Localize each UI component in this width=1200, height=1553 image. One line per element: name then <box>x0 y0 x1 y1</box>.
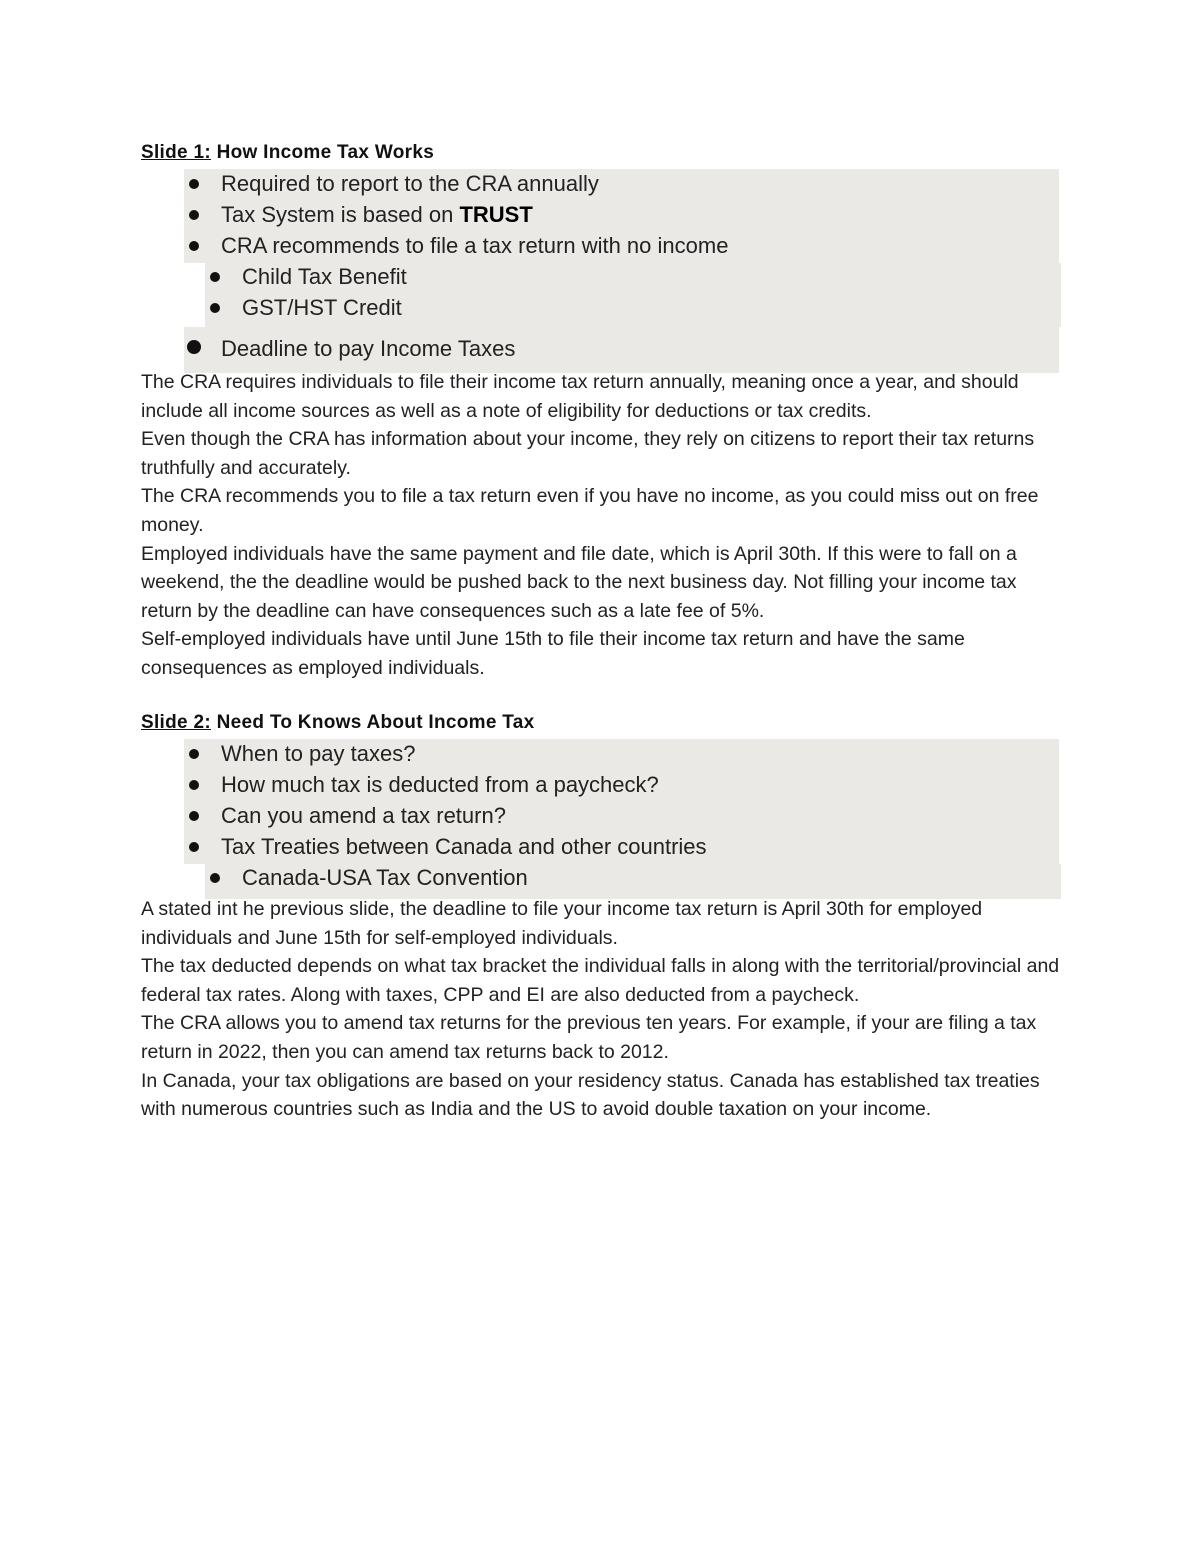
slide-1-label: Slide 1: <box>141 142 211 163</box>
slide-1-title: How Income Tax Works <box>216 142 435 163</box>
sub-list-item: Canada-USA Tax Convention <box>242 864 528 892</box>
paragraph: In Canada, your tax obligations are based on your residency status. Canada has established tax treaties with numerous countries such as India and the US to avoid double taxation on your income. <box>141 1069 1040 1121</box>
sub-list-item: Child Tax Benefit <box>242 263 407 291</box>
paragraph: The tax deducted depends on what tax bracket the individual falls in along with the territorial/provincial and federal tax rates. Along with taxes, CPP and EI are also deducted from a paycheck. <box>141 955 1060 1006</box>
bullet-icon <box>189 842 199 852</box>
list-item: Tax Treaties between Canada and other countries <box>221 833 707 861</box>
slide-2-heading <box>141 712 535 734</box>
paragraph: Even though the CRA has information about your income, they rely on citizens to report their tax returns truthfully and accurately. <box>141 428 1035 479</box>
bullet-icon <box>187 340 201 354</box>
slide-2-body <box>141 895 1071 1124</box>
paragraph: A stated int he previous slide, the deadline to file your income tax return is April 30th for employed individuals and June 15th for self-employed individuals. <box>141 898 983 949</box>
paragraph: Employed individuals have the same payment and file date, which is April 30th. If this were to fall on a weekend, the the deadline would be pushed back to the next business day. Not filling your income tax return by the deadline can have consequences such as a late fee of 5%. <box>141 542 1017 622</box>
bullet-icon <box>189 210 199 220</box>
list-item: When to pay taxes? <box>221 740 415 768</box>
bullet-icon <box>189 780 199 790</box>
list-item: Can you amend a tax return? <box>221 802 506 830</box>
list-item: Deadline to pay Income Taxes <box>221 335 515 363</box>
trust-emphasis: TRUST <box>459 202 533 227</box>
slide-2-title: Need To Knows About Income Tax <box>216 712 535 733</box>
list-item: Required to report to the CRA annually <box>221 170 599 198</box>
slide-1-heading <box>141 142 434 164</box>
list-item: How much tax is deducted from a paycheck? <box>221 771 659 799</box>
bullet-icon <box>189 749 199 759</box>
slide-2-label: Slide 2: <box>141 712 211 733</box>
list-item: Tax System is based on TRUST <box>221 201 533 229</box>
paragraph: The CRA allows you to amend tax returns for the previous ten years. For example, if your are filing a tax return in 2022, then you can amend tax returns back to 2012. <box>141 1012 1037 1063</box>
bullet-icon <box>189 811 199 821</box>
sub-list-item: GST/HST Credit <box>242 294 402 322</box>
paragraph: Self-employed individuals have until June 15th to file their income tax return and have the same consequences as employed individuals. <box>141 628 965 679</box>
bullet-icon <box>189 179 199 189</box>
bullet-icon <box>189 241 199 251</box>
bullet-icon <box>210 303 220 313</box>
paragraph: The CRA requires individuals to file their income tax return annually, meaning once a year, and should include all income sources as well as a note of eligibility for deductions or tax credits. <box>141 371 1019 422</box>
paragraph: The CRA recommends you to file a tax return even if you have no income, as you could miss out on free money. <box>141 485 1039 536</box>
list-item: CRA recommends to file a tax return with no income <box>221 232 728 260</box>
slide-1-body <box>141 368 1071 683</box>
bullet-icon <box>210 873 220 883</box>
bullet-icon <box>210 272 220 282</box>
